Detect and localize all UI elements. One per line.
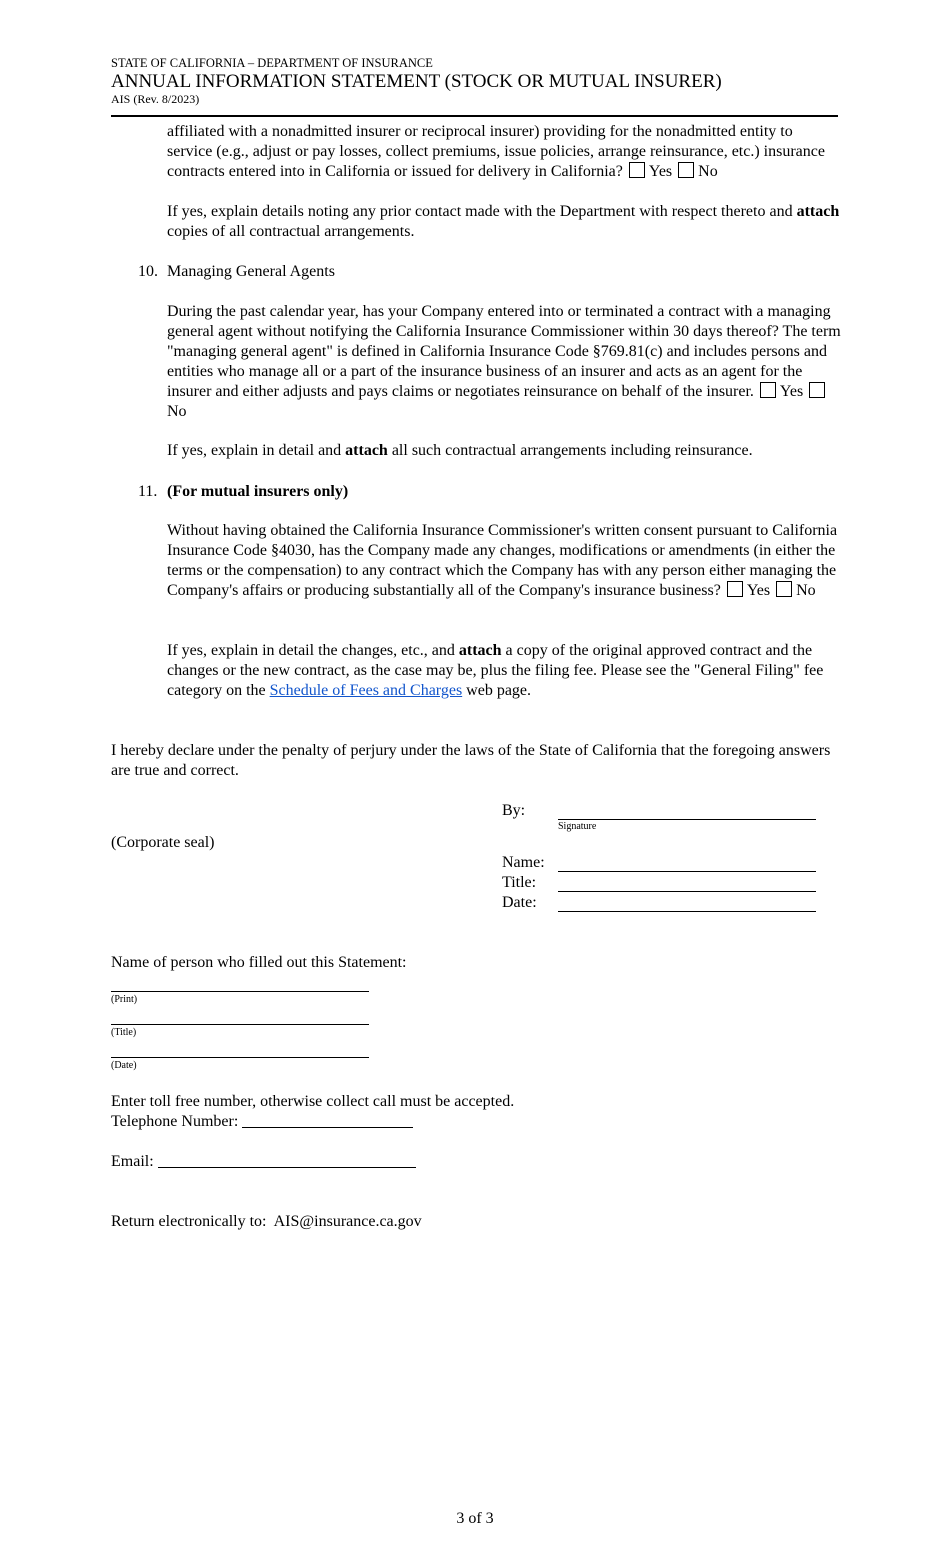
corporate-seal: (Corporate seal) xyxy=(111,834,215,851)
q11-heading: (For mutual insurers only) xyxy=(167,483,349,500)
agency-name: STATE OF CALIFORNIA – DEPARTMENT OF INSURANCE xyxy=(111,56,433,70)
q11-number: 11. xyxy=(138,483,158,500)
q11-yes-checkbox[interactable] xyxy=(727,581,743,597)
q9-no-checkbox[interactable] xyxy=(678,162,694,178)
return-email: AIS@insurance.ca.gov xyxy=(273,1213,422,1230)
q10-followup-post: all such contractual arrangements including reinsurance. xyxy=(391,442,753,459)
q9-followup-post: copies of all contractual arrangements. xyxy=(167,223,415,240)
return-row xyxy=(111,1212,422,1232)
q11-followup-post: web page. xyxy=(466,682,532,699)
preparer-print-line[interactable] xyxy=(111,991,369,992)
declaration-text: I hereby declare under the penalty of perjury under the laws of the State of California that the foregoing answers are true and correct. xyxy=(111,742,831,779)
q10-no-checkbox[interactable] xyxy=(809,382,825,398)
form-title: ANNUAL INFORMATION STATEMENT (STOCK OR MUTUAL INSURER) xyxy=(111,71,722,92)
print-caption: (Print) xyxy=(111,994,138,1005)
q10-followup-pre: If yes, explain in detail and xyxy=(167,442,342,459)
telephone-row xyxy=(111,1112,413,1132)
date-line[interactable] xyxy=(558,911,816,912)
q10-yes-checkbox[interactable] xyxy=(760,382,776,398)
schedule-of-fees-link[interactable]: Schedule of Fees and Charges xyxy=(269,682,463,699)
name-label: Name: xyxy=(502,854,545,871)
title-label: Title: xyxy=(502,874,537,891)
date-caption: (Date) xyxy=(111,1060,137,1071)
preparer-title-line[interactable] xyxy=(111,1024,369,1025)
q10-followup-bold: attach xyxy=(345,442,388,459)
q9-followup-bold: attach xyxy=(796,203,840,220)
q10-question: During the past calendar year, has your Company entered into or terminated a contract with a managing general agent without notifying the California Insurance Commissioner within 30 days thereof? The term "managing general agent" is defined in California Insurance Code §769.81(c) and includes persons and entities who manage all or a part of the insurance business of an insurer and acts as an agent for the insurer and either adjusts and pays claims or negotiates reinsurance on behalf of the insurer. xyxy=(167,303,841,400)
q11-followup-mid: a copy of the original approved contract and the changes or the new contract, as the case may be, plus the filing fee. Please see the "General Filing" fee category on the xyxy=(167,642,824,699)
q11-no-checkbox[interactable] xyxy=(776,581,792,597)
by-label: By: xyxy=(502,802,526,819)
q11-question: Without having obtained the California Insurance Commissioner's written consent pursuant to California Insurance Code §4030, has the Company made any changes, modifications or amendments (in either the terms or the compensation) to any contract which the Company has with any person either managing the Company's affairs or producing substantially all of the Company's insurance business? xyxy=(167,522,838,599)
q10-followup xyxy=(167,441,842,461)
q10-yes-label: Yes xyxy=(779,383,804,400)
signature-caption: Signature xyxy=(558,821,597,832)
q11-text xyxy=(167,521,842,601)
email-line[interactable] xyxy=(158,1153,416,1168)
form-revision: AIS (Rev. 8/2023) xyxy=(111,92,200,106)
q10-number: 10. xyxy=(138,263,158,280)
q9-text xyxy=(167,122,842,182)
q11-followup-pre: If yes, explain in detail the changes, etc., and xyxy=(167,642,455,659)
telephone-label: Telephone Number: xyxy=(111,1113,239,1130)
preparer-label: Name of person who filled out this Statement: xyxy=(111,954,407,971)
return-label: Return electronically to: xyxy=(111,1213,267,1230)
name-line[interactable] xyxy=(558,871,816,872)
header-rule xyxy=(111,115,838,117)
preparer-date-line[interactable] xyxy=(111,1057,369,1058)
email-label: Email: xyxy=(111,1153,154,1170)
telephone-line[interactable] xyxy=(242,1113,413,1128)
email-row xyxy=(111,1152,416,1172)
q10-no-label: No xyxy=(167,403,187,420)
q9-no-label: No xyxy=(698,163,718,180)
date-label: Date: xyxy=(502,894,537,911)
toll-free-note: Enter toll free number, otherwise collect call must be accepted. xyxy=(111,1093,515,1110)
q9-question: affiliated with a nonadmitted insurer or reciprocal insurer) providing for the nonadmitted entity to service (e.g., adjust or pay losses, collect premiums, issue policies, arrange reinsurance, etc.) insurance contracts entered into in California or issued for delivery in California? xyxy=(167,123,825,180)
q11-yes-label: Yes xyxy=(746,582,771,599)
q9-yes-checkbox[interactable] xyxy=(629,162,645,178)
q10-text xyxy=(167,302,842,422)
q11-followup-bold: attach xyxy=(458,642,502,659)
title-line[interactable] xyxy=(558,891,816,892)
q9-yes-label: Yes xyxy=(648,163,673,180)
q9-followup xyxy=(167,202,842,242)
q11-followup xyxy=(167,641,842,701)
q11-no-label: No xyxy=(796,582,816,599)
q9-followup-pre: If yes, explain details noting any prior contact made with the Department with respect thereto and xyxy=(167,203,793,220)
q10-heading: Managing General Agents xyxy=(167,263,335,280)
signature-line[interactable] xyxy=(558,819,816,820)
page-number: 3 of 3 xyxy=(456,1510,494,1527)
title-caption: (Title) xyxy=(111,1027,137,1038)
